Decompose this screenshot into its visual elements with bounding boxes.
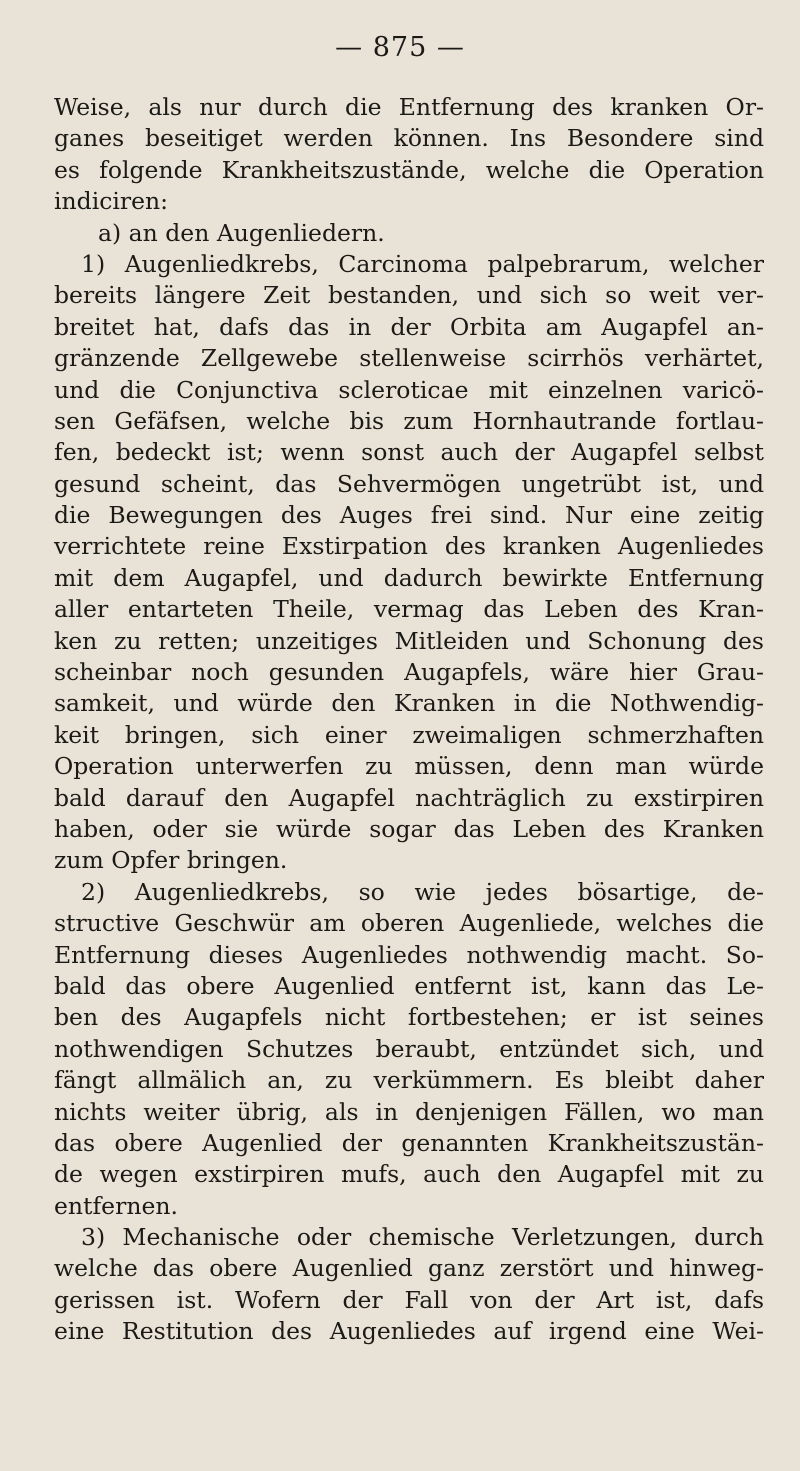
text-line: 1) Augenliedkrebs, Carcinoma palpebrarum, welcher [81, 249, 764, 278]
text-line: zum Opfer bringen. [54, 846, 288, 875]
text-line: es folgende Krankheitszustände, welche die Operation [54, 155, 764, 184]
body-text [54, 92, 764, 1348]
text-line: Entfernung dieses Augenliedes nothwendig macht. So- [54, 940, 764, 969]
text-line: Operation unterwerfen zu müssen, denn man würde [54, 752, 764, 781]
text-line: de wegen exstirpiren mufs, auch den Augapfel mit zu [54, 1160, 764, 1189]
text-line: nichts weiter übrig, als in denjenigen Fällen, wo man [54, 1097, 764, 1126]
text-line: mit dem Augapfel, und dadurch bewirkte Entfernung [54, 563, 764, 592]
text-line: gränzende Zellgewebe stellenweise scirrhös verhärtet, [54, 344, 764, 373]
text-line: eine Restitution des Augenliedes auf irgend eine Wei- [54, 1317, 764, 1346]
text-line: samkeit, und würde den Kranken in die Nothwendig- [54, 689, 764, 718]
text-line: ben des Augapfels nicht fortbestehen; er ist seines [54, 1003, 764, 1032]
text-line: indiciren: [54, 187, 169, 216]
text-line: gesund scheint, das Sehvermögen ungetrübt ist, und [54, 469, 764, 498]
text-line: 3) Mechanische oder chemische Verletzungen, durch [81, 1223, 764, 1252]
text-line: fen, bedeckt ist; wenn sonst auch der Augapfel selbst [54, 438, 764, 467]
text-line: gerissen ist. Wofern der Fall von der Art ist, dafs [54, 1285, 764, 1314]
text-line: sen Gefäfsen, welche bis zum Hornhautrande fortlau- [54, 406, 764, 435]
text-line: bald das obere Augenlied entfernt ist, kann das Le- [54, 971, 764, 1000]
page-number: — 875 — [335, 32, 465, 63]
text-line: scheinbar noch gesunden Augapfels, wäre hier Grau- [54, 658, 764, 687]
text-line: structive Geschwür am oberen Augenliede, welches die [54, 909, 764, 938]
text-line: entfernen. [54, 1191, 178, 1220]
text-line: bald darauf den Augapfel nachträglich zu exstirpiren [54, 783, 764, 812]
text-line: Weise, als nur durch die Entfernung des kranken Or- [54, 93, 764, 121]
text-line: keit bringen, sich einer zweimaligen schmerzhaften [54, 720, 764, 749]
section-heading: a) an den Augenliedern. [98, 218, 385, 247]
text-line: verrichtete reine Exstirpation des kranken Augenliedes [54, 532, 764, 561]
text-line: breitet hat, dafs das in der Orbita am Augapfel an- [54, 312, 764, 341]
text-line: das obere Augenlied der genannten Krankheitszustän- [54, 1128, 764, 1157]
text-line: nothwendigen Schutzes beraubt, entzündet sich, und [54, 1034, 764, 1063]
text-line: 2) Augenliedkrebs, so wie jedes bösartige, de- [81, 877, 764, 906]
text-line: ken zu retten; unzeitiges Mitleiden und Schonung des [54, 626, 764, 655]
text-line: aller entarteten Theile, vermag das Leben des Kran- [54, 595, 764, 624]
text-line: fängt allmälich an, zu verkümmern. Es bleibt daher [54, 1066, 764, 1095]
text-line: die Bewegungen des Auges frei sind. Nur eine zeitig [54, 501, 764, 530]
text-line: bereits längere Zeit bestanden, und sich so weit ver- [54, 281, 764, 310]
text-line: haben, oder sie würde sogar das Leben des Kranken [54, 814, 764, 843]
text-line: und die Conjunctiva scleroticae mit einzelnen varicö- [54, 375, 764, 404]
text-line: welche das obere Augenlied ganz zerstört und hinweg- [54, 1254, 764, 1283]
text-line: ganes beseitiget werden können. Ins Besondere sind [54, 124, 764, 153]
